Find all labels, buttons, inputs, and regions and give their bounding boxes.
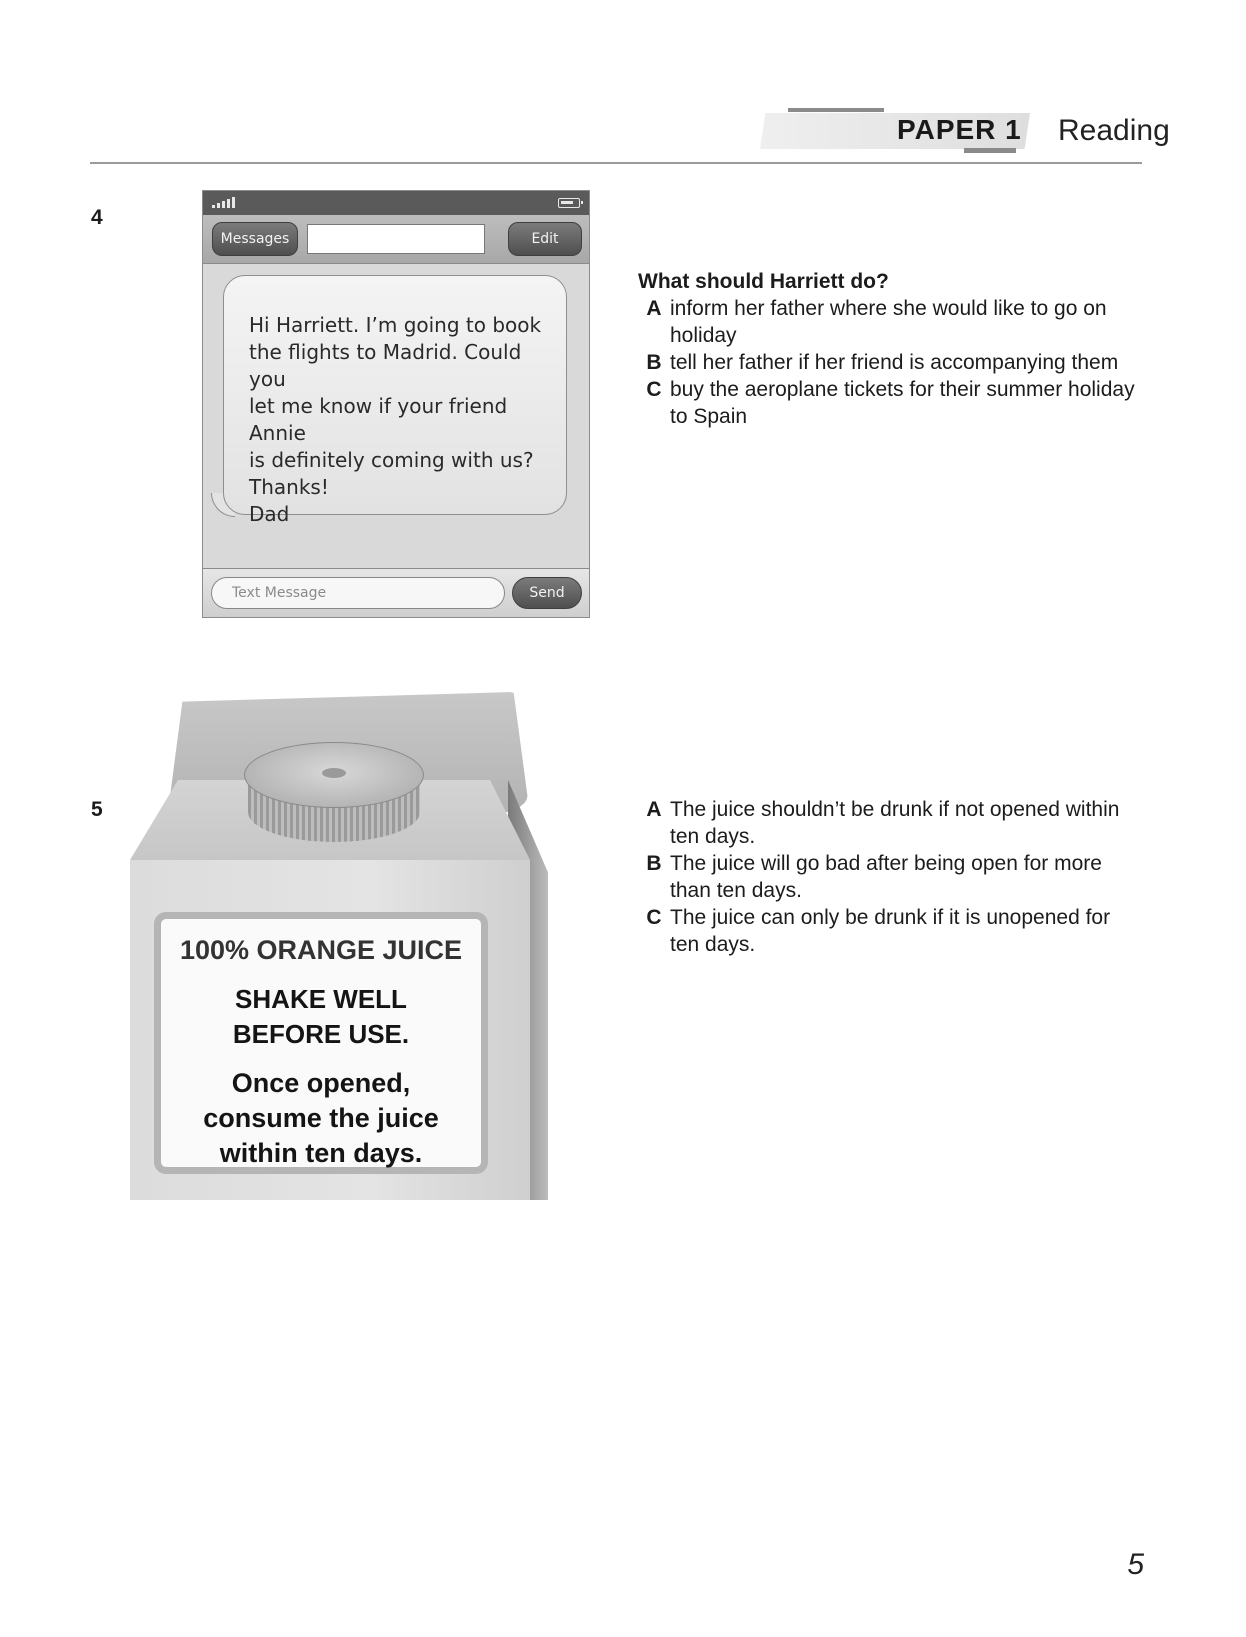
section-title: Reading — [1058, 114, 1170, 147]
option-letter: C — [646, 906, 662, 929]
option-letter: B — [646, 351, 662, 374]
signal-icon — [212, 197, 235, 208]
option-text: The juice shouldn’t be drunk if not opened within ten days. — [670, 798, 1120, 848]
option-4a[interactable] — [638, 295, 1140, 349]
option-letter: C — [646, 378, 662, 401]
option-5a[interactable] — [638, 796, 1140, 850]
question-4-stem: What should Harriett do? — [638, 270, 889, 293]
messages-button[interactable]: Messages — [212, 222, 298, 256]
compose-bar — [203, 568, 589, 617]
recipient-field[interactable] — [307, 224, 485, 254]
battery-icon — [558, 198, 580, 208]
label-shake-instruction: SHAKE WELL BEFORE USE. — [232, 984, 410, 1049]
label-consume-instruction: Once opened, consume the juice within ten days. — [203, 1068, 439, 1168]
question-number-4: 4 — [91, 206, 103, 229]
question-5-text — [638, 796, 1140, 958]
question-4-text — [638, 268, 1140, 430]
option-4b[interactable] — [638, 349, 1140, 376]
status-bar — [203, 191, 589, 215]
header-accent-underline — [964, 148, 1016, 153]
phone-screen — [202, 190, 590, 618]
option-text: The juice can only be drunk if it is unopened for ten days. — [670, 906, 1111, 956]
option-letter: A — [646, 798, 662, 821]
option-5c[interactable] — [638, 904, 1140, 958]
text-message-input[interactable]: Text Message — [211, 577, 505, 609]
option-text: The juice will go bad after being open for more than ten days. — [670, 852, 1102, 902]
juice-label — [154, 912, 488, 1174]
header-accent-bar — [788, 108, 884, 112]
option-letter: B — [646, 852, 662, 875]
nav-bar — [203, 215, 589, 264]
option-5b[interactable] — [638, 850, 1140, 904]
send-button[interactable]: Send — [512, 577, 582, 609]
option-4c[interactable] — [638, 376, 1140, 430]
message-bubble — [223, 275, 567, 526]
option-text: buy the aeroplane tickets for their summer holiday to Spain — [670, 378, 1135, 428]
page-number: 5 — [1127, 1548, 1144, 1581]
message-text: Hi Harriett. I’m going to book the flights to Madrid. Could you let me know if your friend Annie is definitely coming with us? Thanks! Dad — [249, 313, 542, 526]
option-text: tell her father if her friend is accompanying them — [670, 351, 1119, 374]
option-text: inform her father where she would like to go on holiday — [670, 297, 1107, 347]
paper-label: PAPER 1 — [897, 114, 1022, 145]
bottle-cap — [240, 742, 428, 854]
label-title: 100% ORANGE JUICE — [179, 935, 463, 965]
header-rule — [90, 162, 1142, 164]
option-letter: A — [646, 297, 662, 320]
cap-dot — [322, 768, 346, 778]
question-number-5: 5 — [91, 798, 103, 821]
edit-button[interactable]: Edit — [508, 222, 582, 256]
